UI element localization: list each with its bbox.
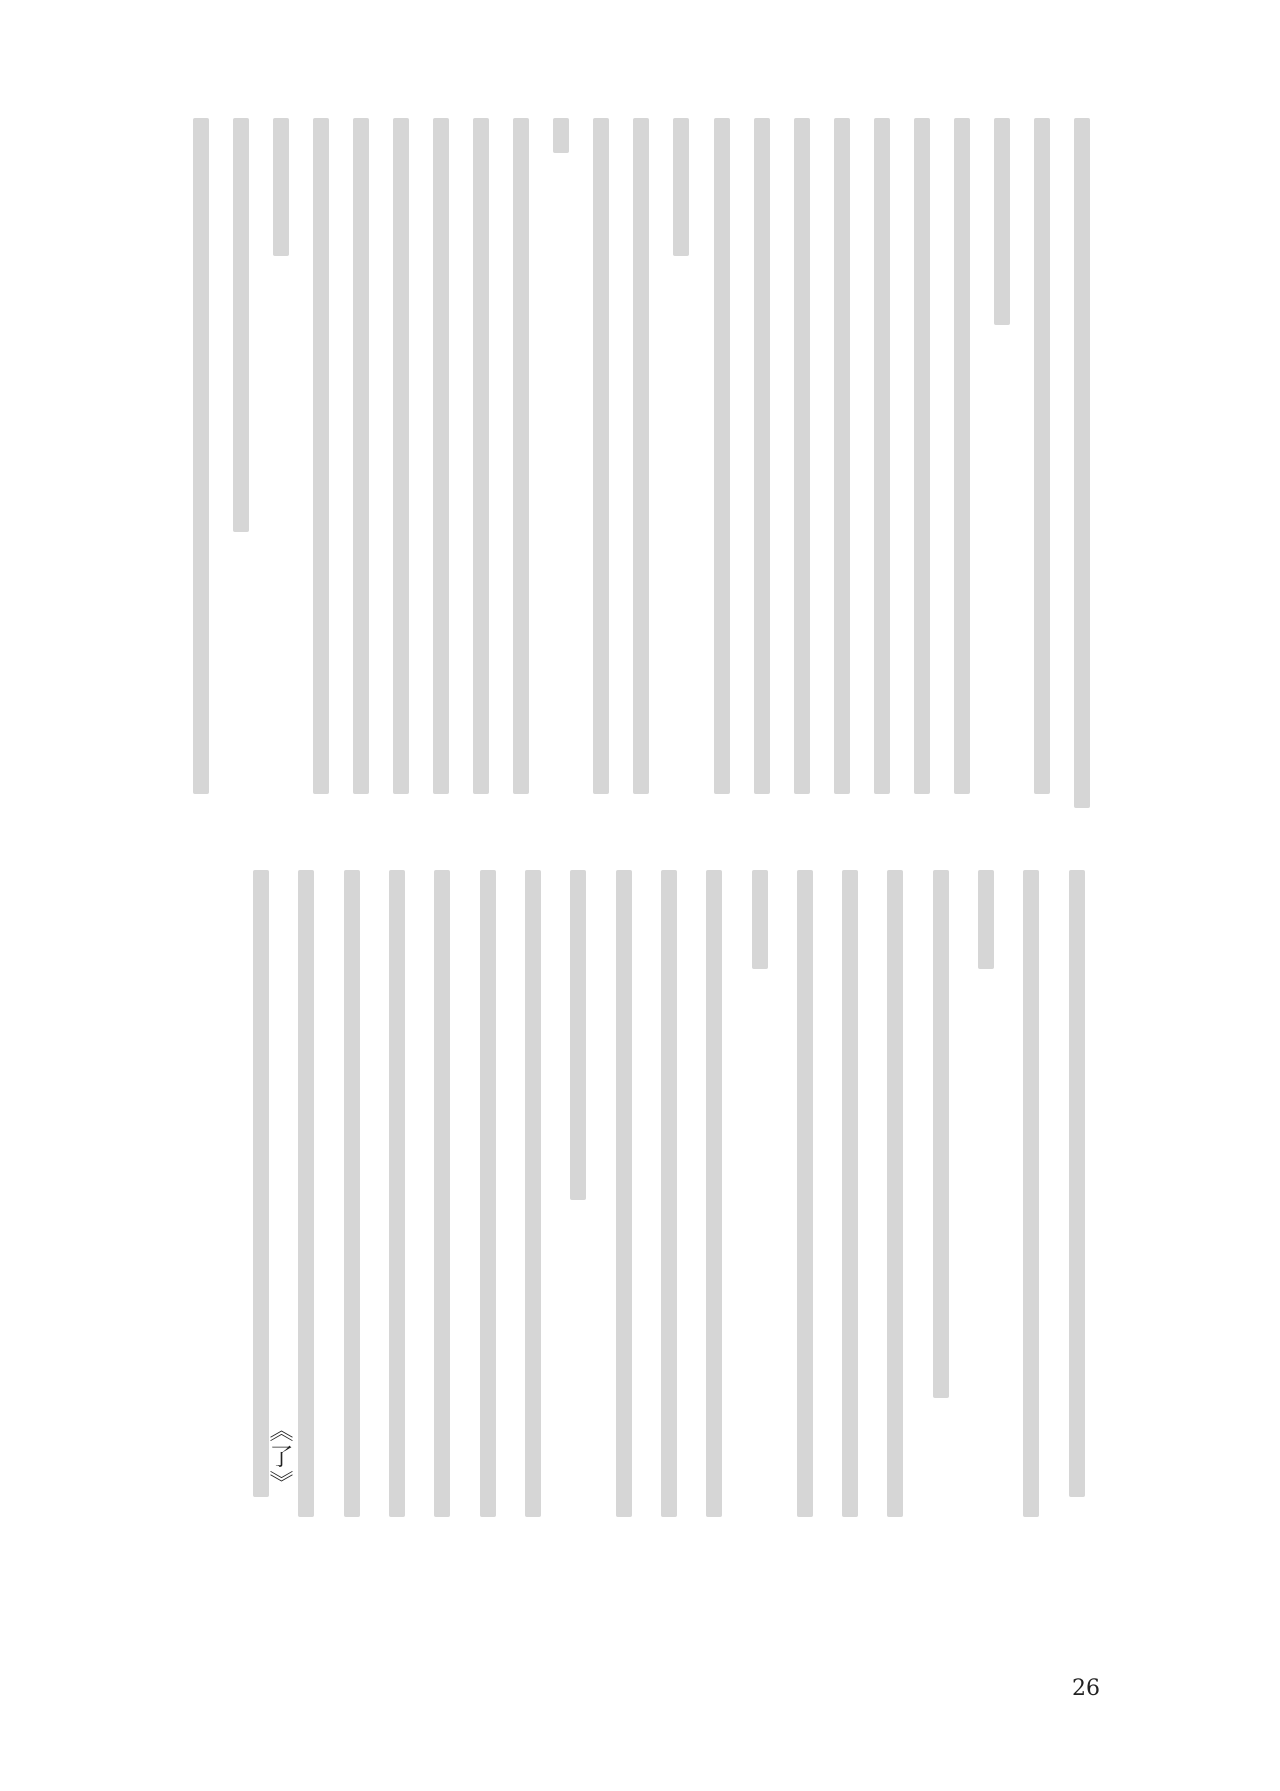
text-column <box>188 118 207 808</box>
text-column <box>429 870 453 1530</box>
text-column <box>949 118 968 808</box>
text-line-placeholder <box>233 118 249 532</box>
text-line-placeholder <box>433 118 449 794</box>
text-line-placeholder <box>593 118 609 794</box>
text-line-placeholder <box>393 118 409 794</box>
text-column <box>882 870 906 1530</box>
text-line-placeholder <box>513 118 529 794</box>
text-line-placeholder <box>714 118 730 794</box>
text-line-placeholder <box>752 870 768 969</box>
text-line-placeholder <box>978 870 994 969</box>
text-line-placeholder <box>553 118 569 153</box>
text-line-placeholder <box>933 870 949 1398</box>
text-column <box>268 118 287 808</box>
text-line-placeholder <box>673 118 689 256</box>
text-line-placeholder <box>473 118 489 794</box>
text-line-placeholder <box>633 118 649 794</box>
text-line-placeholder <box>797 870 813 1517</box>
text-column <box>293 870 317 1530</box>
text-line-placeholder <box>480 870 496 1517</box>
text-column <box>384 870 408 1530</box>
text-line-placeholder <box>193 118 209 794</box>
text-line-placeholder <box>1023 870 1039 1517</box>
text-block-lower <box>248 870 1088 1530</box>
text-column <box>1018 870 1042 1530</box>
text-line-placeholder <box>1034 118 1050 794</box>
text-line-placeholder <box>1074 118 1090 808</box>
text-line-placeholder <box>313 118 329 794</box>
text-line-placeholder <box>298 870 314 1517</box>
end-mark: 《了》 <box>265 1418 293 1496</box>
text-line-placeholder <box>525 870 541 1517</box>
text-line-placeholder <box>253 870 269 1497</box>
text-column <box>611 870 635 1530</box>
text-column <box>869 118 888 808</box>
text-column <box>228 118 247 808</box>
text-column <box>339 870 363 1530</box>
text-column <box>909 118 928 808</box>
text-line-placeholder <box>1069 870 1085 1497</box>
text-column <box>388 118 407 808</box>
text-column <box>973 870 997 1530</box>
text-block-upper <box>188 118 1088 808</box>
text-column <box>789 118 808 808</box>
text-line-placeholder <box>842 870 858 1517</box>
text-line-placeholder <box>754 118 770 794</box>
text-column <box>308 118 327 808</box>
text-column <box>565 870 589 1530</box>
text-line-placeholder <box>794 118 810 794</box>
text-column <box>428 118 447 808</box>
text-column <box>588 118 607 808</box>
text-column <box>548 118 567 808</box>
text-line-placeholder <box>887 870 903 1517</box>
text-line-placeholder <box>834 118 850 794</box>
text-column <box>508 118 527 808</box>
text-line-placeholder <box>994 118 1010 325</box>
text-line-placeholder <box>389 870 405 1517</box>
text-line-placeholder <box>874 118 890 794</box>
text-column <box>468 118 487 808</box>
text-column <box>837 870 861 1530</box>
text-line-placeholder <box>914 118 930 794</box>
text-column <box>709 118 728 808</box>
text-column <box>520 870 544 1530</box>
text-column <box>747 870 771 1530</box>
text-line-placeholder <box>706 870 722 1517</box>
text-column <box>701 870 725 1530</box>
text-column <box>792 870 816 1530</box>
text-line-placeholder <box>344 870 360 1517</box>
page-number: 26 <box>1072 1676 1100 1701</box>
text-column <box>829 118 848 808</box>
text-line-placeholder <box>570 870 586 1200</box>
text-column <box>348 118 367 808</box>
text-column <box>656 870 680 1530</box>
text-line-placeholder <box>353 118 369 794</box>
text-column <box>1064 870 1088 1530</box>
text-line-placeholder <box>273 118 289 256</box>
text-line-placeholder <box>661 870 677 1517</box>
text-column <box>475 870 499 1530</box>
text-column <box>749 118 768 808</box>
text-column <box>989 118 1008 808</box>
text-line-placeholder <box>954 118 970 794</box>
text-column <box>628 118 647 808</box>
text-column <box>1029 118 1048 808</box>
text-line-placeholder <box>616 870 632 1517</box>
text-column <box>928 870 952 1530</box>
text-column <box>1069 118 1088 808</box>
text-column <box>668 118 687 808</box>
text-line-placeholder <box>434 870 450 1517</box>
